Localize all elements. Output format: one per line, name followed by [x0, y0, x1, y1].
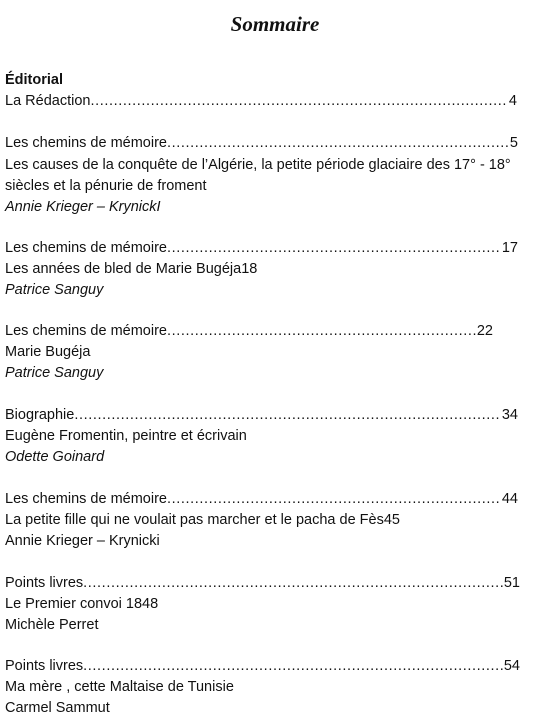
toc-section-label: Les chemins de mémoire: [5, 240, 167, 256]
article-subtitle: Les années de bled de Marie Bugéja18: [5, 261, 258, 277]
article-author: Carmel Sammut: [5, 700, 110, 716]
toc-entry-section[interactable]: [5, 133, 518, 154]
article-subtitle: Eugène Fromentin, peintre et écrivain: [5, 428, 247, 444]
toc-entry-section[interactable]: [5, 656, 520, 677]
article-subtitle: Marie Bugéja: [5, 344, 91, 360]
toc-page-number: 44: [501, 491, 518, 507]
article-subtitle: La petite fille qui ne voulait pas marcher et le pacha de Fès45: [5, 512, 400, 528]
toc-entry-section[interactable]: [5, 405, 518, 426]
toc-section-label: Points livres: [5, 658, 84, 674]
article-subtitle: siècles et la pénurie de froment: [5, 178, 207, 194]
dot-leader: [167, 133, 509, 154]
toc-section-label: Points livres: [5, 575, 84, 591]
toc-page-number: 51: [503, 575, 520, 591]
toc-section-label: Les chemins de mémoire: [5, 135, 167, 151]
toc-page-number: 34: [501, 407, 518, 423]
article-author: Odette Goinard: [5, 449, 105, 465]
toc-entry-section[interactable]: [5, 238, 518, 259]
toc-page-number: 54: [503, 658, 520, 674]
toc-entry-label: La Rédaction: [5, 93, 91, 109]
toc-entry-section[interactable]: [5, 573, 520, 594]
toc-entry-section[interactable]: [5, 321, 493, 342]
toc-page-number: 5: [509, 135, 518, 151]
dot-leader: [167, 489, 501, 510]
dot-leader: [83, 656, 503, 677]
article-subtitle: Ma mère , cette Maltaise de Tunisie: [5, 679, 234, 695]
article-author: Annie Krieger – Krynicki: [5, 533, 160, 549]
toc-page-number: 4: [508, 93, 517, 109]
toc-section-label: Les chemins de mémoire: [5, 323, 167, 339]
dot-leader: [167, 238, 501, 259]
dot-leader: [167, 321, 476, 342]
editorial-heading: Éditorial: [5, 72, 64, 88]
toc-page-number: 22: [476, 323, 493, 339]
toc-entry-section[interactable]: [5, 489, 518, 510]
article-author: Patrice Sanguy: [5, 282, 104, 298]
toc-page-number: 17: [501, 240, 518, 256]
dot-leader: [90, 91, 507, 112]
page-title: Sommaire: [230, 12, 320, 36]
dot-leader: [74, 405, 501, 426]
article-author: Annie Krieger – KrynickI: [5, 199, 161, 215]
toc-entry-editorial[interactable]: [5, 91, 517, 112]
toc-section-label: Biographie: [5, 407, 75, 423]
article-author: Michèle Perret: [5, 617, 99, 633]
toc-section-label: Les chemins de mémoire: [5, 491, 167, 507]
article-subtitle: Les causes de la conquête de l’Algérie, la petite période glaciaire des 17° - 18°: [5, 157, 511, 173]
article-subtitle: Le Premier convoi 1848: [5, 596, 159, 612]
article-author: Patrice Sanguy: [5, 365, 104, 381]
dot-leader: [83, 573, 503, 594]
